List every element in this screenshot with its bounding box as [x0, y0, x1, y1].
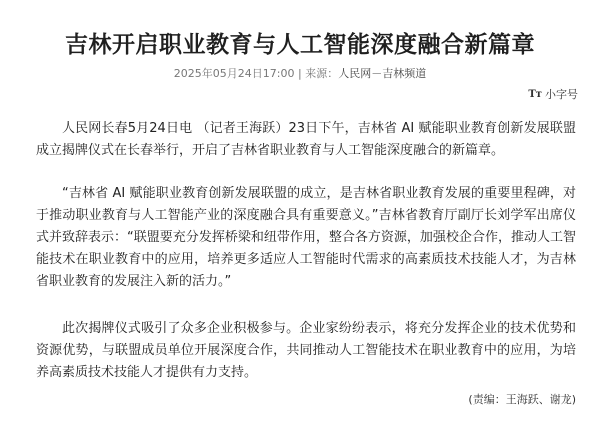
meta-separator: | 来源：: [294, 67, 339, 80]
paragraph-text: 人民网长春5月24日电 （记者王海跃）23日下午，吉林省 AI 赋能职业教育创新发展联盟成立揭牌仪式在长春举行，开启了吉林省职业教育与人工智能深度融合的新篇章。: [36, 121, 576, 158]
font-size-icon: Tт: [528, 89, 542, 100]
font-size-toggle-label: 小字号: [545, 88, 578, 101]
font-size-toggle-button[interactable]: [528, 87, 578, 103]
paragraph-text: 此次揭牌仪式吸引了众多企业积极参与。企业家纷纷表示，将充分发挥企业的技术优势和资源优势，与联盟成员单位开展深度合作，共同推动人工智能技术在职业教育中的应用，为培养高素质技术技能人才提供有力支持。: [36, 321, 576, 380]
paragraph-text: “吉林省 AI 赋能职业教育创新发展联盟的成立，是吉林省职业教育发展的重要里程碑，对于推动职业教育与人工智能产业的深度融合具有重要意义。”吉林省教育厅副厅长刘学军出席仪式并致辞表示：“联盟要充分发挥桥梁和纽带作用，整合各方资源，加强校企合作，推动人工智能技术在职业教育中的应用，培养更多适应人工智能时代需求的高素质技术技能人才，为吉林省职业教育的发展注入新的活力。”: [36, 186, 576, 289]
article-paragraph-3: [36, 318, 576, 384]
article-title: 吉林开启职业教育与人工智能深度融合新篇章: [65, 32, 535, 59]
publish-date: 2025年05月24日17:00: [173, 67, 295, 80]
article-meta: [0, 66, 600, 82]
source-link[interactable]: 人民网－吉林频道: [338, 67, 427, 80]
article-paragraph-2: [36, 183, 576, 293]
editor-credit: (责编：王海跃、谢龙): [468, 393, 576, 406]
article-paragraph-1: [36, 118, 576, 162]
